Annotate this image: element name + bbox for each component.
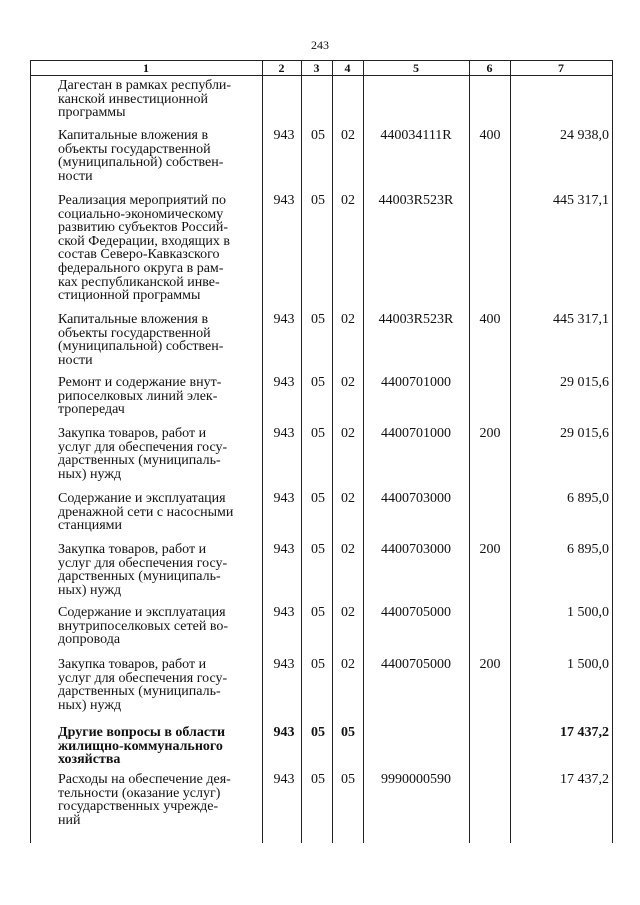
col-border — [612, 60, 613, 843]
col-border — [469, 60, 470, 843]
row-expense-type: 400 — [479, 128, 501, 143]
row-description: Закупка товаров, работ и услуг для обеспечения госу- дарственных (муниципаль- ных) нужд — [58, 657, 228, 713]
row-ministry-code: 943 — [273, 542, 295, 557]
row-description: Содержание и эксплуатация дренажной сети с насосными станциями — [58, 491, 234, 534]
row-subsection: 02 — [341, 193, 355, 208]
row-ministry-code: 943 — [273, 128, 295, 143]
row-target-article: 4400703000 — [381, 491, 451, 506]
row-ministry-code: 943 — [273, 375, 295, 390]
header-cell: 6 — [486, 61, 493, 75]
row-ministry-code: 943 — [273, 657, 295, 672]
row-section: 05 — [311, 657, 325, 672]
row-amount: 445 317,1 — [553, 193, 609, 208]
page-number: 243 — [311, 38, 329, 52]
row-section: 05 — [311, 542, 325, 557]
row-ministry-code: 943 — [273, 772, 295, 787]
row-description: Закупка товаров, работ и услуг для обеспечения госу- дарственных (муниципаль- ных) нужд — [58, 542, 228, 598]
header-bottom-border — [30, 75, 612, 76]
row-target-article: 440034111R — [380, 128, 452, 143]
col-border — [363, 60, 364, 843]
row-ministry-code: 943 — [273, 193, 295, 208]
row-target-article: 44003R523R — [378, 193, 454, 208]
row-amount: 17 437,2 — [560, 725, 609, 740]
row-amount: 445 317,1 — [553, 312, 609, 327]
row-section: 05 — [311, 193, 325, 208]
row-expense-type: 200 — [479, 426, 501, 441]
row-description: Расходы на обеспечение дея- тельности (оказание услуг) государственных учрежде- ний — [58, 772, 231, 828]
row-target-article: 4400703000 — [381, 542, 451, 557]
row-amount: 17 437,2 — [560, 772, 609, 787]
row-description: Дагестан в рамках республи- канской инвестиционной программы — [58, 78, 232, 121]
row-description: Другие вопросы в области жилищно-коммунального хозяйства — [58, 725, 226, 768]
row-target-article: 4400705000 — [381, 605, 451, 620]
row-description: Капитальные вложения в объекты государственной (муниципальной) собствен- ности — [58, 128, 224, 184]
row-section: 05 — [311, 426, 325, 441]
row-amount: 29 015,6 — [560, 426, 609, 441]
row-section: 05 — [311, 605, 325, 620]
row-target-article: 4400701000 — [381, 375, 451, 390]
header-cell: 5 — [413, 61, 419, 75]
row-subsection: 02 — [341, 491, 355, 506]
row-ministry-code: 943 — [273, 605, 295, 620]
row-description: Закупка товаров, работ и услуг для обеспечения госу- дарственных (муниципаль- ных) нужд — [58, 426, 228, 482]
row-description: Реализация мероприятий по социально-экономическому развитию субъектов Россий- ской Федерации, входящих в состав Северо-Кавказского федерального округа в рам- ках республиканской инве- стиционной программы — [58, 193, 231, 304]
row-expense-type: 400 — [479, 312, 501, 327]
row-section: 05 — [311, 375, 325, 390]
row-subsection: 02 — [341, 312, 355, 327]
row-description: Капитальные вложения в объекты государственной (муниципальной) собствен- ности — [58, 312, 224, 368]
row-target-article: 4400705000 — [381, 657, 451, 672]
row-subsection: 05 — [341, 725, 355, 740]
row-amount: 6 895,0 — [567, 542, 609, 557]
row-subsection: 05 — [341, 772, 355, 787]
row-expense-type: 200 — [479, 542, 501, 557]
row-subsection: 02 — [341, 375, 355, 390]
row-target-article: 44003R523R — [378, 312, 454, 327]
row-section: 05 — [311, 312, 325, 327]
row-amount: 1 500,0 — [567, 657, 609, 672]
table-top-border — [30, 60, 612, 61]
row-amount: 29 015,6 — [560, 375, 609, 390]
row-section: 05 — [311, 772, 325, 787]
header-cell: 4 — [344, 61, 351, 75]
header-cell: 3 — [313, 61, 320, 75]
row-expense-type: 200 — [479, 657, 501, 672]
row-description: Ремонт и содержание внут- рипоселковых линий элек- тропередач — [58, 375, 222, 418]
row-amount: 1 500,0 — [567, 605, 609, 620]
header-cell: 7 — [558, 61, 564, 75]
row-amount: 6 895,0 — [567, 491, 609, 506]
row-subsection: 02 — [341, 605, 355, 620]
row-amount: 24 938,0 — [560, 128, 609, 143]
header-cell: 1 — [143, 61, 149, 75]
row-subsection: 02 — [341, 426, 355, 441]
row-section: 05 — [311, 725, 325, 740]
row-section: 05 — [311, 491, 325, 506]
row-ministry-code: 943 — [273, 312, 295, 327]
row-target-article: 9990000590 — [381, 772, 451, 787]
row-ministry-code: 943 — [273, 725, 295, 740]
header-cell: 2 — [278, 61, 285, 75]
col-border — [30, 60, 31, 843]
row-ministry-code: 943 — [273, 426, 295, 441]
row-subsection: 02 — [341, 657, 355, 672]
row-ministry-code: 943 — [273, 491, 295, 506]
row-subsection: 02 — [341, 542, 355, 557]
row-section: 05 — [311, 128, 325, 143]
row-subsection: 02 — [341, 128, 355, 143]
row-description: Содержание и эксплуатация внутрипоселковых сетей во- допровода — [58, 605, 229, 648]
row-target-article: 4400701000 — [381, 426, 451, 441]
